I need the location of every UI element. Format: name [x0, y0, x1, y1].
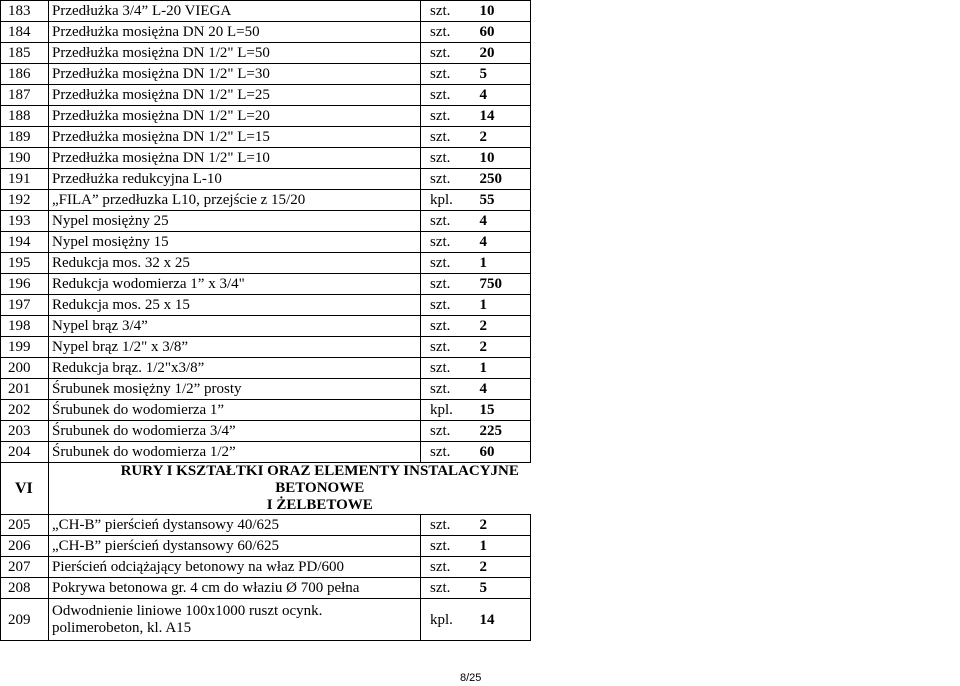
- row-qty: 2: [458, 337, 531, 358]
- section-header: [1, 463, 531, 515]
- page-number: 8/25: [460, 672, 482, 684]
- row-number: 205: [1, 515, 49, 536]
- row-number: 191: [1, 169, 49, 190]
- table-row: [1, 295, 531, 316]
- table-row: [1, 64, 531, 85]
- row-name: [49, 599, 421, 641]
- row-name: Nypel brąz 3/4”: [49, 316, 421, 337]
- row-qty: 14: [458, 599, 531, 641]
- row-qty: 4: [458, 85, 531, 106]
- table-row: [1, 274, 531, 295]
- row-qty: 1: [458, 358, 531, 379]
- row-qty: 15: [458, 400, 531, 421]
- row-unit: szt.: [421, 379, 458, 400]
- row-number: 186: [1, 64, 49, 85]
- row-name: Redukcja brąz. 1/2"x3/8”: [49, 358, 421, 379]
- row-name: „CH-B” pierścień dystansowy 60/625: [49, 536, 421, 557]
- row-name: Przedłużka mosiężna DN 20 L=50: [49, 22, 421, 43]
- row-unit: szt.: [421, 85, 458, 106]
- row-name: Redukcja wodomierza 1” x 3/4": [49, 274, 421, 295]
- table-row: [1, 190, 531, 211]
- row-number: 201: [1, 379, 49, 400]
- row-qty: 55: [458, 190, 531, 211]
- row-qty: 20: [458, 43, 531, 64]
- section-number: VI: [1, 463, 49, 515]
- row-qty: 2: [458, 127, 531, 148]
- row-qty: 2: [458, 557, 531, 578]
- row-number: 206: [1, 536, 49, 557]
- row-qty: 14: [458, 106, 531, 127]
- row-qty: 5: [458, 578, 531, 599]
- row-unit: szt.: [421, 43, 458, 64]
- row-number: 199: [1, 337, 49, 358]
- table-row: [1, 85, 531, 106]
- row-name: Przedłużka mosiężna DN 1/2" L=10: [49, 148, 421, 169]
- row-qty: 5: [458, 64, 531, 85]
- row-unit: szt.: [421, 148, 458, 169]
- table-row: [1, 578, 531, 599]
- row-unit: kpl.: [421, 190, 458, 211]
- row-number: 197: [1, 295, 49, 316]
- row-name: „FILA” przedłuzka L10, przejście z 15/20: [49, 190, 421, 211]
- table-row: [1, 211, 531, 232]
- row-name: Pokrywa betonowa gr. 4 cm do właziu Ø 700 pełna: [49, 578, 421, 599]
- row-unit: szt.: [421, 253, 458, 274]
- row-name: Redukcja mos. 32 x 25: [49, 253, 421, 274]
- row-unit: szt.: [421, 337, 458, 358]
- table-row: [1, 148, 531, 169]
- row-name: „CH-B” pierścień dystansowy 40/625: [49, 515, 421, 536]
- row-qty: 1: [458, 295, 531, 316]
- row-name: Redukcja mos. 25 x 15: [49, 295, 421, 316]
- row-number: 188: [1, 106, 49, 127]
- row-name: Przedłużka mosiężna DN 1/2" L=25: [49, 85, 421, 106]
- row-number: 192: [1, 190, 49, 211]
- table-row: [1, 536, 531, 557]
- row-name-line2: polimerobeton, kl. A15: [52, 619, 192, 636]
- row-name: Przedłużka redukcyjna L-10: [49, 169, 421, 190]
- row-name: Śrubunek mosiężny 1/2” prosty: [49, 379, 421, 400]
- row-unit: szt.: [421, 127, 458, 148]
- row-qty: 10: [458, 1, 531, 22]
- row-unit: szt.: [421, 316, 458, 337]
- last-row-group: [1, 599, 531, 641]
- row-qty: 1: [458, 536, 531, 557]
- table-row: [1, 1, 531, 22]
- row-number: 204: [1, 442, 49, 463]
- section-row: [1, 463, 531, 515]
- row-number: 193: [1, 211, 49, 232]
- row-name: Przedłużka mosiężna DN 1/2" L=15: [49, 127, 421, 148]
- row-qty: 250: [458, 169, 531, 190]
- row-name: Nypel mosiężny 15: [49, 232, 421, 253]
- row-name: Śrubunek do wodomierza 1/2”: [49, 442, 421, 463]
- table-row: [1, 515, 531, 536]
- table-row: [1, 557, 531, 578]
- section-title-line2: I ŻELBETOWE: [266, 497, 373, 513]
- row-unit: szt.: [421, 358, 458, 379]
- row-number: 207: [1, 557, 49, 578]
- row-number: 202: [1, 400, 49, 421]
- table-row: [1, 442, 531, 463]
- row-name: Pierścień odciążający betonowy na właz PD/600: [49, 557, 421, 578]
- row-unit: szt.: [421, 421, 458, 442]
- row-qty: 1: [458, 253, 531, 274]
- row-qty: 4: [458, 379, 531, 400]
- row-name: Przedłużka mosiężna DN 1/2" L=30: [49, 64, 421, 85]
- row-unit: szt.: [421, 1, 458, 22]
- row-unit: szt.: [421, 232, 458, 253]
- row-number: 196: [1, 274, 49, 295]
- row-number: 189: [1, 127, 49, 148]
- row-qty: 2: [458, 515, 531, 536]
- row-unit: szt.: [421, 578, 458, 599]
- section-title: [49, 463, 531, 515]
- row-unit: szt.: [421, 274, 458, 295]
- row-number: 187: [1, 85, 49, 106]
- table-row: [1, 358, 531, 379]
- row-number: 200: [1, 358, 49, 379]
- row-unit: szt.: [421, 106, 458, 127]
- row-number: 203: [1, 421, 49, 442]
- table-row: [1, 599, 531, 641]
- row-qty: 225: [458, 421, 531, 442]
- row-name: Śrubunek do wodomierza 3/4”: [49, 421, 421, 442]
- table-row: [1, 22, 531, 43]
- row-unit: szt.: [421, 557, 458, 578]
- table-row: [1, 106, 531, 127]
- row-qty: 2: [458, 316, 531, 337]
- row-unit: szt.: [421, 442, 458, 463]
- row-qty: 750: [458, 274, 531, 295]
- row-name: Nypel brąz 1/2" x 3/8”: [49, 337, 421, 358]
- row-name: Nypel mosiężny 25: [49, 211, 421, 232]
- row-number: 190: [1, 148, 49, 169]
- table-row: [1, 232, 531, 253]
- row-qty: 60: [458, 442, 531, 463]
- table-row: [1, 421, 531, 442]
- row-unit: szt.: [421, 64, 458, 85]
- row-number: 194: [1, 232, 49, 253]
- table-row: [1, 253, 531, 274]
- row-unit: szt.: [421, 515, 458, 536]
- row-qty: 4: [458, 232, 531, 253]
- table-row: [1, 127, 531, 148]
- row-qty: 4: [458, 211, 531, 232]
- table-row: [1, 43, 531, 64]
- items-table-body-bottom: [1, 515, 531, 599]
- row-unit: szt.: [421, 22, 458, 43]
- row-unit: kpl.: [421, 599, 458, 641]
- row-number: 184: [1, 22, 49, 43]
- row-number: 208: [1, 578, 49, 599]
- table-row: [1, 337, 531, 358]
- row-name: Przedłużka mosiężna DN 1/2" L=20: [49, 106, 421, 127]
- row-unit: szt.: [421, 536, 458, 557]
- table-row: [1, 169, 531, 190]
- row-number: 209: [1, 599, 49, 641]
- table-row: [1, 400, 531, 421]
- row-qty: 60: [458, 22, 531, 43]
- row-qty: 10: [458, 148, 531, 169]
- row-unit: szt.: [421, 169, 458, 190]
- row-name-line1: Odwodnienie liniowe 100x1000 ruszt ocynk.: [52, 602, 323, 619]
- row-unit: szt.: [421, 211, 458, 232]
- row-number: 185: [1, 43, 49, 64]
- table-row: [1, 316, 531, 337]
- row-unit: szt.: [421, 295, 458, 316]
- row-name: Śrubunek do wodomierza 1”: [49, 400, 421, 421]
- items-table-body-top: [1, 1, 531, 463]
- row-number: 183: [1, 1, 49, 22]
- row-number: 195: [1, 253, 49, 274]
- row-unit: kpl.: [421, 400, 458, 421]
- section-title-line1: RURY I KSZTAŁTKI ORAZ ELEMENTY INSTALACYJNE BETONOWE: [120, 463, 519, 496]
- row-name: Przedłużka mosiężna DN 1/2" L=50: [49, 43, 421, 64]
- row-number: 198: [1, 316, 49, 337]
- table-row: [1, 379, 531, 400]
- row-name: Przedłużka 3/4” L-20 VIEGA: [49, 1, 421, 22]
